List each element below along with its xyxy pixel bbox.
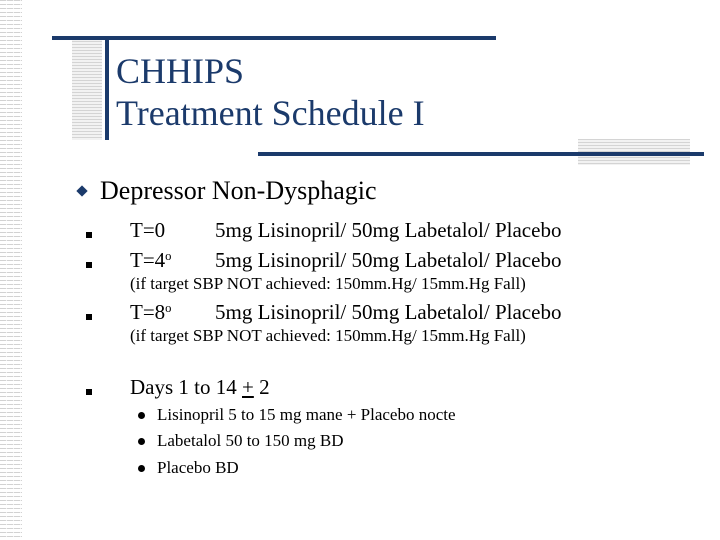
sub-item: Placebo BD — [157, 458, 239, 477]
item-drug: 5mg Lisinopril/ 50mg Labetalol/ Placebo — [215, 300, 562, 324]
square-bullet-icon — [86, 314, 92, 320]
square-bullet-icon — [86, 232, 92, 238]
title-line-2: Treatment Schedule I — [116, 93, 425, 133]
condition-note: (if target SBP NOT achieved: 150mm.Hg/ 15mm.Hg Fall) — [130, 326, 526, 345]
diamond-bullet-icon — [76, 185, 87, 196]
square-bullet-icon — [86, 389, 92, 395]
days-item: Days 1 to 14 + 2 — [130, 375, 270, 399]
round-bullet-icon — [138, 438, 145, 445]
item-time: T=0 — [130, 218, 166, 242]
condition-note: (if target SBP NOT achieved: 150mm.Hg/ 15mm.Hg Fall) — [130, 274, 526, 293]
item-time: $T=4^o$ — [130, 248, 172, 272]
round-bullet-icon — [138, 465, 145, 472]
title-line-1: CHHIPS — [116, 51, 245, 91]
item-drug: 5mg Lisinopril/ 50mg Labetalol/ Placebo — [215, 218, 562, 242]
round-bullet-icon — [138, 412, 145, 419]
sub-item: Labetalol 50 to 150 mg BD — [157, 431, 344, 450]
heading-text: Depressor Non-Dysphagic — [100, 176, 377, 205]
sub-item: Lisinopril 5 to 15 mg mane + Placebo nocte — [157, 405, 456, 424]
item-drug: 5mg Lisinopril/ 50mg Labetalol/ Placebo — [215, 248, 562, 272]
item-time: $T=8^o$ — [130, 300, 172, 324]
square-bullet-icon — [86, 262, 92, 268]
